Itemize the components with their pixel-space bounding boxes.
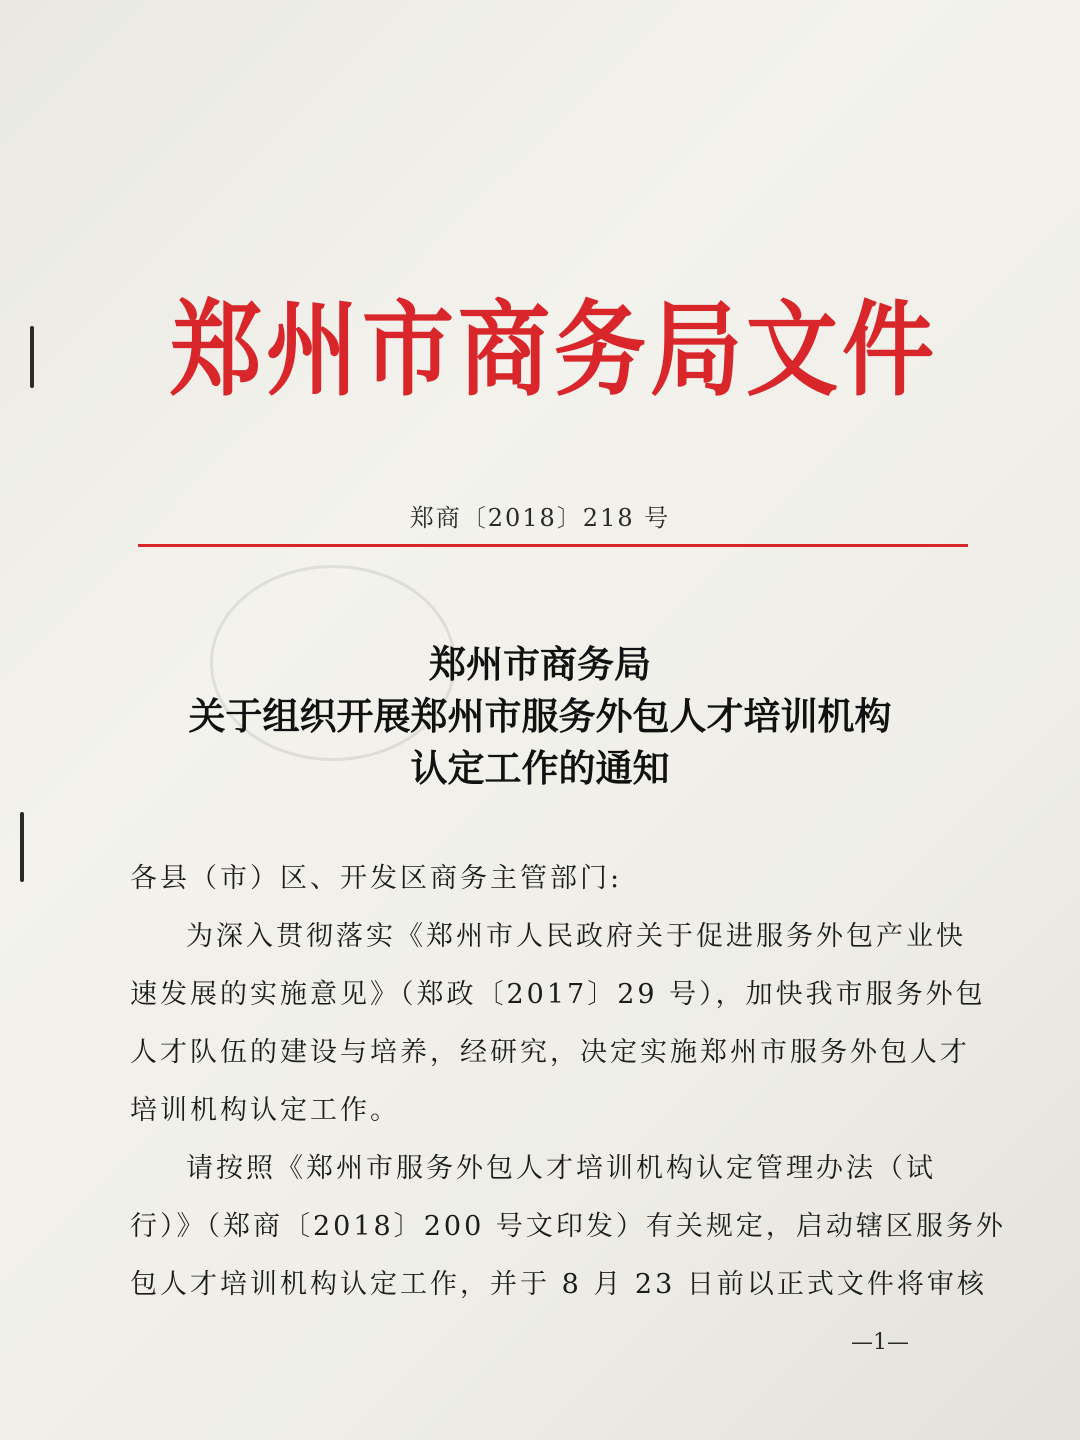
title-line: 认定工作的通知 — [410, 746, 670, 790]
paragraph-line: 人才队伍的建设与培养，经研究，决定实施郑州市服务外包人才 — [130, 1037, 970, 1068]
masthead: 郑州市商务局文件 — [170, 290, 939, 411]
paragraph-line: 培训机构认定工作。 — [130, 1095, 400, 1126]
paragraph-line: 为深入贯彻落实《郑州市人民政府关于促进服务外包产业快 — [186, 921, 966, 952]
binding-mark-bottom — [20, 812, 24, 882]
paragraph-line: 请按照《郑州市服务外包人才培训机构认定管理办法（试 — [186, 1153, 936, 1184]
red-separator-line — [138, 544, 968, 547]
show-through-text — [170, 120, 930, 252]
salutation: 各县（市）区、开发区商务主管部门: — [130, 863, 623, 894]
binding-mark-top — [30, 326, 34, 388]
document-number: 郑商〔2018〕218 号 — [409, 504, 671, 532]
paragraph-line: 包人才培训机构认定工作，并于 8 月 23 日前以正式文件将审核 — [130, 1269, 987, 1300]
paragraph-line: 速发展的实施意见》（郑政〔2017〕29 号），加快我市服务外包 — [130, 979, 986, 1010]
title-line: 郑州市商务局 — [429, 642, 651, 686]
notice-body — [130, 850, 1006, 1314]
notice-title — [100, 638, 980, 794]
title-line: 关于组织开展郑州市服务外包人才培训机构 — [188, 694, 892, 738]
page-number: —1— — [851, 1330, 909, 1355]
paragraph-line: 行）》（郑商〔2018〕200 号文印发）有关规定，启动辖区服务外 — [130, 1211, 1006, 1242]
